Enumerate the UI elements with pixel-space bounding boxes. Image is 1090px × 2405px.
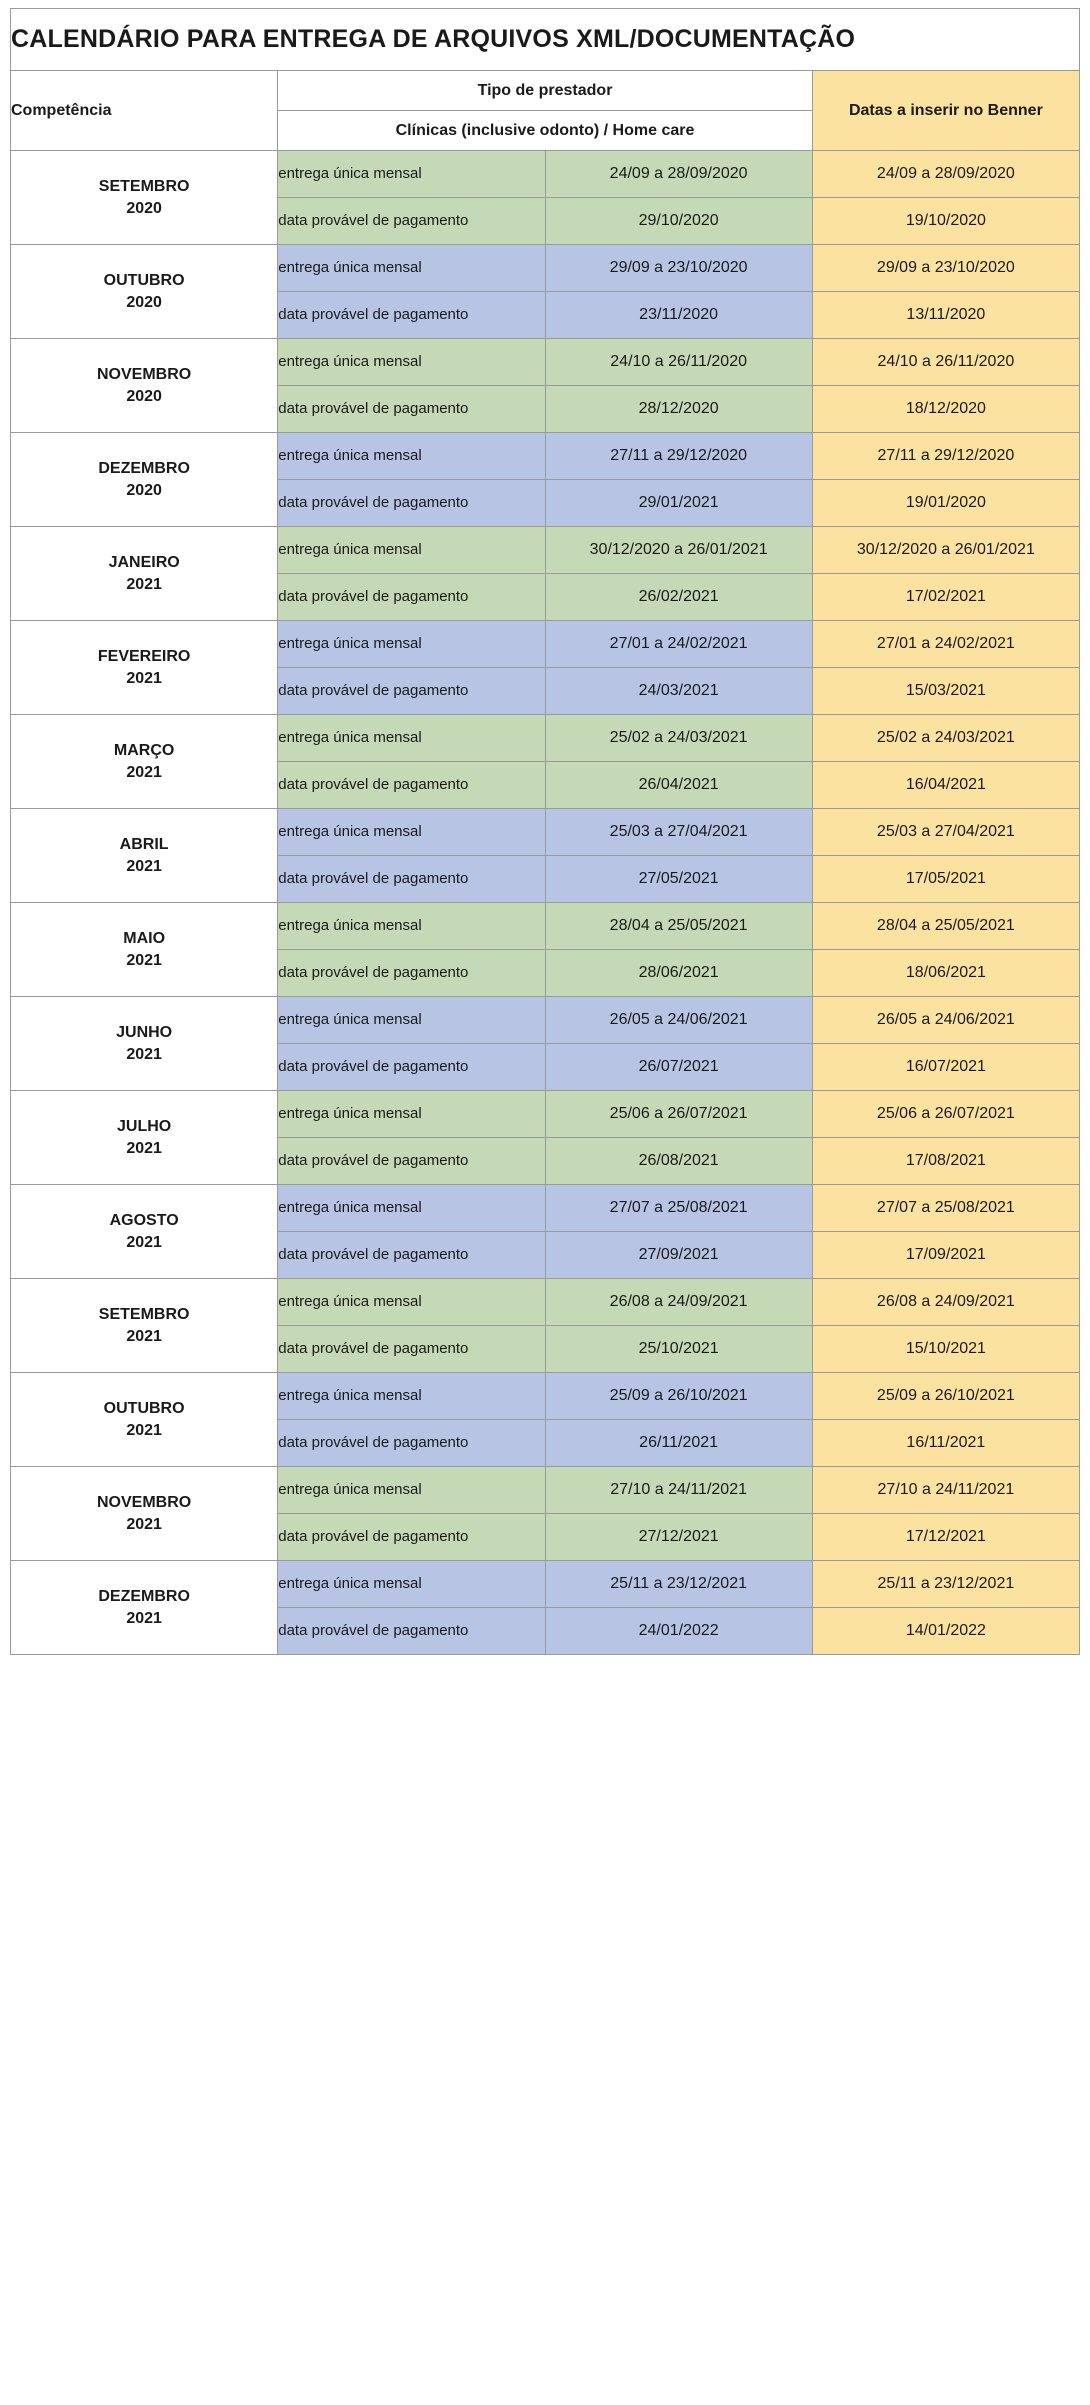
label-entrega: entrega única mensal (278, 621, 545, 668)
value-entrega-benner: 24/10 a 26/11/2020 (812, 339, 1079, 386)
label-pagamento: data provável de pagamento (278, 1138, 545, 1185)
label-entrega: entrega única mensal (278, 715, 545, 762)
value-pagamento-prestador: 26/02/2021 (545, 574, 812, 621)
value-pagamento-benner: 15/10/2021 (812, 1326, 1079, 1373)
value-pagamento-benner: 19/01/2020 (812, 480, 1079, 527)
month-cell (11, 997, 278, 1091)
value-pagamento-prestador: 23/11/2020 (545, 292, 812, 339)
month-name: JUNHO (116, 1023, 173, 1041)
value-pagamento-benner: 18/06/2021 (812, 950, 1079, 997)
header-competencia: Competência (11, 71, 278, 151)
value-entrega-prestador: 27/07 a 25/08/2021 (545, 1185, 812, 1232)
value-pagamento-prestador: 25/10/2021 (545, 1326, 812, 1373)
value-entrega-prestador: 25/06 a 26/07/2021 (545, 1091, 812, 1138)
value-entrega-prestador: 25/02 a 24/03/2021 (545, 715, 812, 762)
label-entrega: entrega única mensal (278, 1091, 545, 1138)
value-entrega-prestador: 24/10 a 26/11/2020 (545, 339, 812, 386)
month-cell (11, 527, 278, 621)
label-pagamento: data provável de pagamento (278, 1232, 545, 1279)
value-entrega-benner: 26/05 a 24/06/2021 (812, 997, 1079, 1044)
label-entrega: entrega única mensal (278, 527, 545, 574)
month-cell (11, 1373, 278, 1467)
header-tipo-prestador: Tipo de prestador (278, 71, 813, 111)
value-pagamento-benner: 17/08/2021 (812, 1138, 1079, 1185)
month-name: NOVEMBRO (97, 1493, 192, 1511)
month-name: JULHO (117, 1117, 172, 1135)
table-row (11, 433, 1080, 480)
table-row (11, 621, 1080, 668)
month-name: AGOSTO (109, 1211, 179, 1229)
value-pagamento-benner: 15/03/2021 (812, 668, 1079, 715)
month-cell (11, 1279, 278, 1373)
month-year: 2020 (126, 481, 162, 499)
label-entrega: entrega única mensal (278, 151, 545, 198)
month-year: 2021 (126, 1233, 162, 1251)
month-name: MAIO (123, 929, 166, 947)
table-row (11, 1185, 1080, 1232)
label-pagamento: data provável de pagamento (278, 574, 545, 621)
value-entrega-benner: 25/09 a 26/10/2021 (812, 1373, 1079, 1420)
value-pagamento-prestador: 28/06/2021 (545, 950, 812, 997)
month-year: 2021 (126, 1327, 162, 1345)
value-entrega-benner: 25/06 a 26/07/2021 (812, 1091, 1079, 1138)
value-entrega-prestador: 27/01 a 24/02/2021 (545, 621, 812, 668)
month-year: 2021 (126, 1045, 162, 1063)
month-name: DEZEMBRO (98, 1587, 190, 1605)
header-row-1 (11, 71, 1080, 111)
label-entrega: entrega única mensal (278, 1185, 545, 1232)
value-entrega-benner: 30/12/2020 a 26/01/2021 (812, 527, 1079, 574)
value-entrega-benner: 27/10 a 24/11/2021 (812, 1467, 1079, 1514)
month-year: 2021 (126, 1609, 162, 1627)
month-year: 2020 (126, 387, 162, 405)
month-year: 2021 (126, 1421, 162, 1439)
month-year: 2020 (126, 293, 162, 311)
value-pagamento-prestador: 27/05/2021 (545, 856, 812, 903)
month-year: 2021 (126, 575, 162, 593)
label-pagamento: data provável de pagamento (278, 1044, 545, 1091)
value-entrega-benner: 24/09 a 28/09/2020 (812, 151, 1079, 198)
value-entrega-benner: 28/04 a 25/05/2021 (812, 903, 1079, 950)
value-entrega-prestador: 25/03 a 27/04/2021 (545, 809, 812, 856)
month-name: SETEMBRO (98, 177, 190, 195)
month-name: NOVEMBRO (97, 365, 192, 383)
month-cell (11, 339, 278, 433)
month-year: 2020 (126, 199, 162, 217)
value-pagamento-benner: 18/12/2020 (812, 386, 1079, 433)
value-pagamento-benner: 17/09/2021 (812, 1232, 1079, 1279)
value-pagamento-prestador: 26/08/2021 (545, 1138, 812, 1185)
month-year: 2021 (126, 951, 162, 969)
month-cell (11, 245, 278, 339)
label-pagamento: data provável de pagamento (278, 856, 545, 903)
value-pagamento-prestador: 26/04/2021 (545, 762, 812, 809)
label-pagamento: data provável de pagamento (278, 480, 545, 527)
month-name: SETEMBRO (98, 1305, 190, 1323)
table-row (11, 151, 1080, 198)
value-pagamento-benner: 17/05/2021 (812, 856, 1079, 903)
month-cell (11, 1561, 278, 1655)
label-pagamento: data provável de pagamento (278, 950, 545, 997)
label-pagamento: data provável de pagamento (278, 668, 545, 715)
value-entrega-benner: 27/07 a 25/08/2021 (812, 1185, 1079, 1232)
value-pagamento-benner: 14/01/2022 (812, 1608, 1079, 1655)
value-entrega-prestador: 25/09 a 26/10/2021 (545, 1373, 812, 1420)
label-entrega: entrega única mensal (278, 1561, 545, 1608)
value-pagamento-prestador: 27/09/2021 (545, 1232, 812, 1279)
value-entrega-benner: 26/08 a 24/09/2021 (812, 1279, 1079, 1326)
month-name: ABRIL (119, 835, 169, 853)
value-pagamento-benner: 17/12/2021 (812, 1514, 1079, 1561)
value-pagamento-prestador: 29/10/2020 (545, 198, 812, 245)
value-pagamento-prestador: 27/12/2021 (545, 1514, 812, 1561)
month-cell (11, 1185, 278, 1279)
value-entrega-prestador: 30/12/2020 a 26/01/2021 (545, 527, 812, 574)
header-benner: Datas a inserir no Benner (812, 71, 1079, 151)
month-year: 2021 (126, 669, 162, 687)
label-entrega: entrega única mensal (278, 1373, 545, 1420)
label-entrega: entrega única mensal (278, 245, 545, 292)
value-pagamento-prestador: 24/03/2021 (545, 668, 812, 715)
month-name: DEZEMBRO (98, 459, 190, 477)
month-cell (11, 903, 278, 997)
value-pagamento-benner: 19/10/2020 (812, 198, 1079, 245)
table-row (11, 903, 1080, 950)
value-entrega-prestador: 27/11 a 29/12/2020 (545, 433, 812, 480)
table-row (11, 1091, 1080, 1138)
month-name: OUTUBRO (103, 271, 185, 289)
table-row (11, 1561, 1080, 1608)
table-row (11, 1467, 1080, 1514)
table-row (11, 715, 1080, 762)
value-entrega-prestador: 26/05 a 24/06/2021 (545, 997, 812, 1044)
label-pagamento: data provável de pagamento (278, 1514, 545, 1561)
label-pagamento: data provável de pagamento (278, 1326, 545, 1373)
label-pagamento: data provável de pagamento (278, 1420, 545, 1467)
value-pagamento-prestador: 29/01/2021 (545, 480, 812, 527)
label-entrega: entrega única mensal (278, 903, 545, 950)
value-pagamento-benner: 13/11/2020 (812, 292, 1079, 339)
value-entrega-prestador: 26/08 a 24/09/2021 (545, 1279, 812, 1326)
value-entrega-prestador: 24/09 a 28/09/2020 (545, 151, 812, 198)
value-entrega-benner: 29/09 a 23/10/2020 (812, 245, 1079, 292)
month-cell (11, 151, 278, 245)
value-entrega-prestador: 29/09 a 23/10/2020 (545, 245, 812, 292)
label-entrega: entrega única mensal (278, 809, 545, 856)
label-pagamento: data provável de pagamento (278, 292, 545, 339)
month-year: 2021 (126, 857, 162, 875)
label-entrega: entrega única mensal (278, 1279, 545, 1326)
label-pagamento: data provável de pagamento (278, 198, 545, 245)
calendar-table (10, 8, 1080, 1655)
month-name: MARÇO (113, 741, 175, 759)
page-title: CALENDÁRIO PARA ENTREGA DE ARQUIVOS XML/DOCUMENTAÇÃO (11, 9, 1080, 71)
table-row (11, 1373, 1080, 1420)
month-name: FEVEREIRO (97, 647, 191, 665)
value-pagamento-benner: 16/04/2021 (812, 762, 1079, 809)
month-cell (11, 809, 278, 903)
label-pagamento: data provável de pagamento (278, 386, 545, 433)
table-row (11, 245, 1080, 292)
label-pagamento: data provável de pagamento (278, 1608, 545, 1655)
value-entrega-prestador: 27/10 a 24/11/2021 (545, 1467, 812, 1514)
table-row (11, 809, 1080, 856)
month-cell (11, 1467, 278, 1561)
value-pagamento-prestador: 24/01/2022 (545, 1608, 812, 1655)
month-year: 2021 (126, 763, 162, 781)
value-entrega-benner: 25/11 a 23/12/2021 (812, 1561, 1079, 1608)
value-pagamento-benner: 17/02/2021 (812, 574, 1079, 621)
month-year: 2021 (126, 1515, 162, 1533)
month-cell (11, 1091, 278, 1185)
value-entrega-prestador: 25/11 a 23/12/2021 (545, 1561, 812, 1608)
value-entrega-benner: 27/11 a 29/12/2020 (812, 433, 1079, 480)
value-entrega-benner: 25/02 a 24/03/2021 (812, 715, 1079, 762)
value-pagamento-prestador: 26/07/2021 (545, 1044, 812, 1091)
table-row (11, 997, 1080, 1044)
month-year: 2021 (126, 1139, 162, 1157)
label-entrega: entrega única mensal (278, 339, 545, 386)
value-entrega-benner: 25/03 a 27/04/2021 (812, 809, 1079, 856)
value-entrega-prestador: 28/04 a 25/05/2021 (545, 903, 812, 950)
value-pagamento-benner: 16/07/2021 (812, 1044, 1079, 1091)
month-name: JANEIRO (108, 553, 180, 571)
title-row (11, 9, 1080, 71)
month-cell (11, 433, 278, 527)
value-pagamento-prestador: 26/11/2021 (545, 1420, 812, 1467)
table-row (11, 1279, 1080, 1326)
table-row (11, 339, 1080, 386)
label-entrega: entrega única mensal (278, 433, 545, 480)
value-pagamento-prestador: 28/12/2020 (545, 386, 812, 433)
value-pagamento-benner: 16/11/2021 (812, 1420, 1079, 1467)
value-entrega-benner: 27/01 a 24/02/2021 (812, 621, 1079, 668)
label-entrega: entrega única mensal (278, 1467, 545, 1514)
label-pagamento: data provável de pagamento (278, 762, 545, 809)
label-entrega: entrega única mensal (278, 997, 545, 1044)
month-cell (11, 621, 278, 715)
month-cell (11, 715, 278, 809)
month-name: OUTUBRO (103, 1399, 185, 1417)
table-row (11, 527, 1080, 574)
header-tipo-prestador-sub: Clínicas (inclusive odonto) / Home care (278, 111, 813, 151)
